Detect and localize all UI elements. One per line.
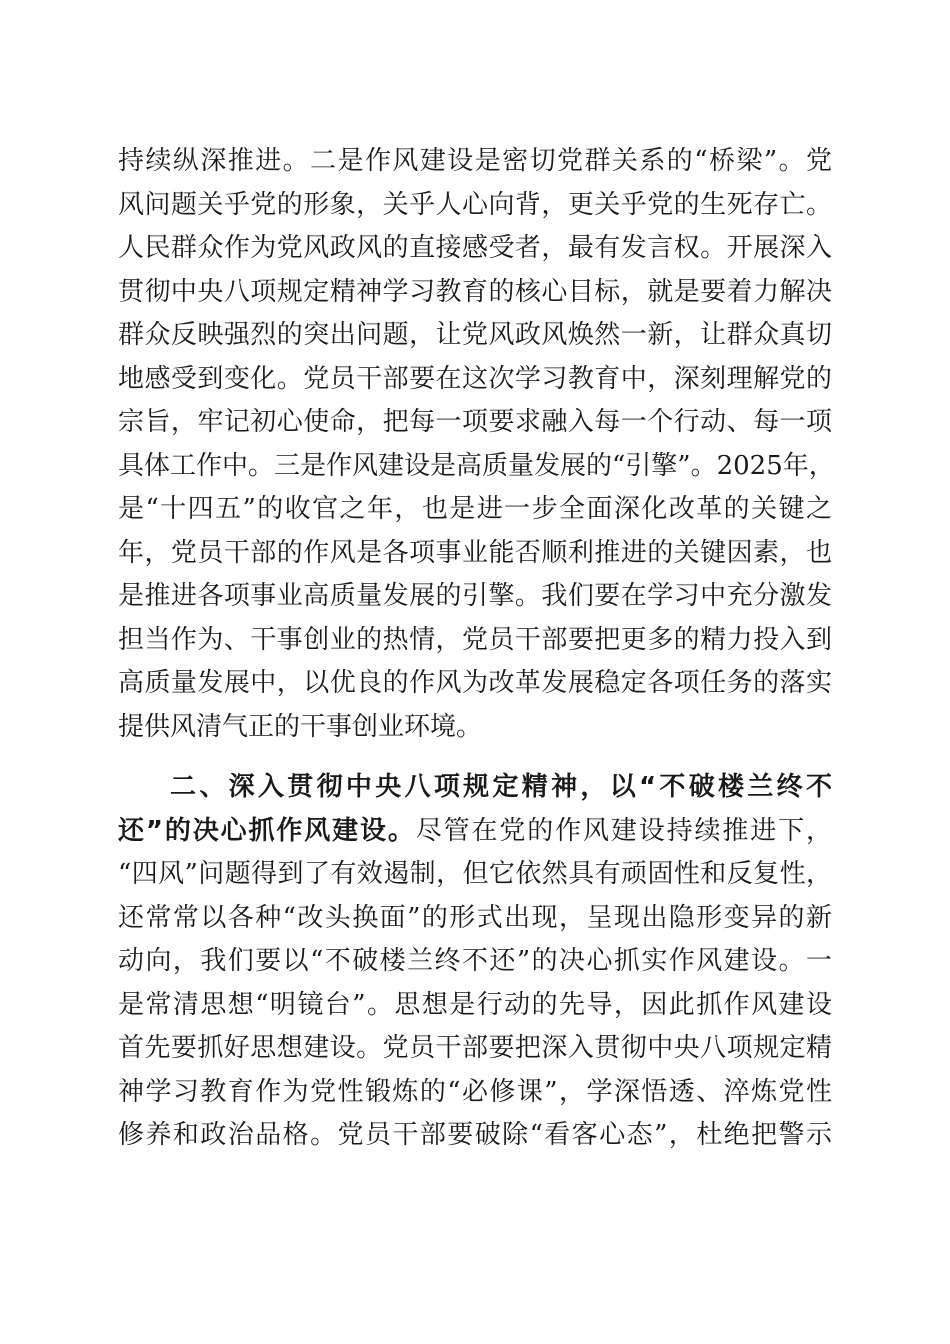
text-line: 宗旨，牢记初心使命，把每一项要求融入每一个行动、每一项	[118, 407, 832, 437]
text-line: 动向，我们要以“不破楼兰终不还”的决心抓实作风建设。一	[118, 946, 832, 976]
text-line: 具体工作中。三是作风建设是高质量发展的“引擎”。2025年，	[118, 450, 835, 481]
text-line: 地感受到变化。党员干部要在这次学习教育中，深刻理解党的	[118, 363, 832, 394]
text-line: 风问题关乎党的形象，关乎人心向背，更关乎党的生死存亡。	[118, 189, 832, 220]
text-line: 提供风清气正的干事创业环境。	[118, 711, 483, 742]
text-line: 持续纵深推进。二是作风建设是密切党群关系的“桥梁”。党	[118, 146, 832, 176]
text-line: 高质量发展中，以优良的作风为改革发展稳定各项任务的落实	[118, 668, 832, 698]
text-line: 人民群众作为党风政风的直接感受者，最有发言权。开展深入	[118, 233, 832, 263]
text-line: 群众反映强烈的突出问题，让党风政风焕然一新，让群众真切	[118, 320, 832, 350]
text-line: 神学习教育作为党性锻炼的“必修课”，学深悟透、淬炼党性	[118, 1076, 832, 1107]
text-line: 贯彻中央八项规定精神学习教育的核心目标，就是要着力解决	[118, 276, 832, 307]
text-line: 年，党员干部的作风是各项事业能否顺利推进的关键因素，也	[118, 537, 832, 568]
section-heading-continued: 还”的决心抓作风建设。	[118, 815, 416, 846]
text-line: 首先要抓好思想建设。党员干部要把深入贯彻中央八项规定精	[118, 1033, 832, 1063]
paragraph-2	[118, 766, 832, 1158]
text-line: 是常清思想“明镜台”。思想是行动的先导，因此抓作风建设	[118, 989, 832, 1020]
text-line: “四风”问题得到了有效遏制，但它依然具有顽固性和反复性，	[118, 859, 832, 889]
text-line: 是“十四五”的收官之年，也是进一步全面深化改革的关键之	[118, 494, 832, 524]
text-line: 是推进各项事业高质量发展的引擎。我们要在学习中充分激发	[118, 581, 832, 611]
text-inline: 尽管在党的作风建设持续推进下，	[415, 815, 832, 846]
paragraph-1	[118, 140, 835, 749]
text-line: 担当作为、干事创业的热情，党员干部要把更多的精力投入到	[118, 624, 832, 655]
section-heading: 二、深入贯彻中央八项规定精神，以“不破楼兰终不	[170, 772, 832, 802]
text-line	[118, 810, 832, 854]
text-line: 修养和政治品格。党员干部要破除“看客心态”，杜绝把警示	[118, 1120, 832, 1150]
text-line: 还常常以各种“改头换面”的形式出现，呈现出隐形变异的新	[118, 902, 832, 933]
